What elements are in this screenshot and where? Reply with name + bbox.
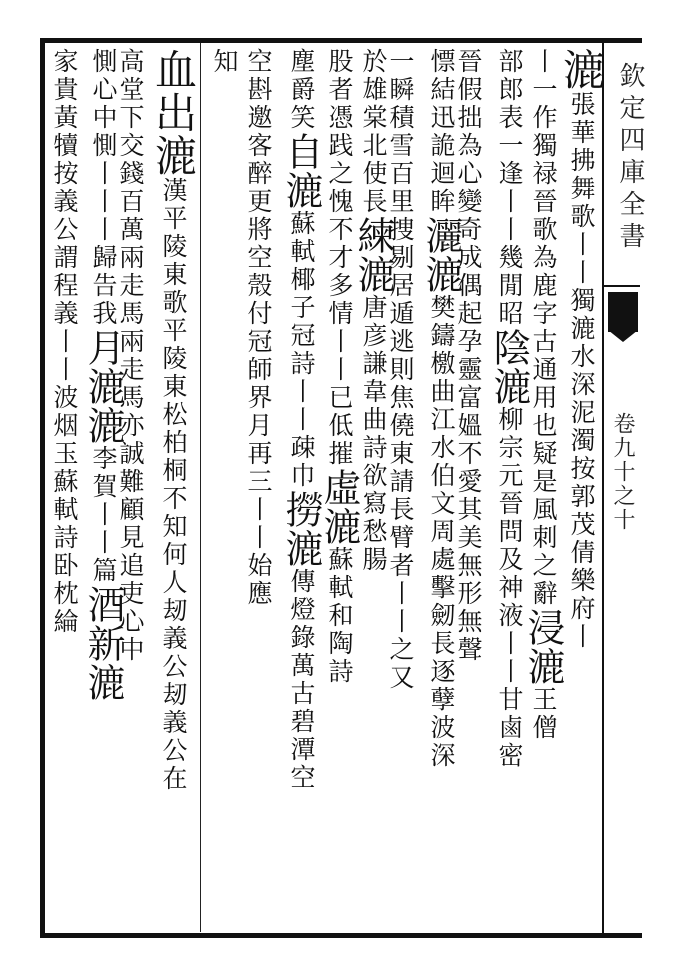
text-segment: 蘇軾詩 xyxy=(50,468,79,552)
text-column-9 xyxy=(279,48,323,931)
text-segment: 界月再三丨丨始應 xyxy=(244,384,273,608)
text-segment: 部郎表一逢丨丨幾閒昭 xyxy=(495,48,524,328)
text-segment: 漢平陵東歌平陵東松柏桐不知何人刼義公刼義公在 xyxy=(159,177,188,793)
headword: 陰漉 xyxy=(487,328,531,406)
text-segment: 丨一作獨禄晉歌為鹿字古通用也疑是風刺之辭 xyxy=(529,48,558,608)
text-segment: 柳宗元晉問及神液丨丨甘鹵密 xyxy=(495,406,524,770)
fishtail-mark-top xyxy=(608,292,638,332)
text-segment: 丨丨波烟玉 xyxy=(50,328,79,468)
text-segment: 惻心中惻丨丨丨歸告我 xyxy=(89,48,118,328)
text-segment: 家貴黃犢按義公謂程義 xyxy=(50,48,79,328)
headword: 浸漉 xyxy=(521,608,565,686)
text-column-5 xyxy=(419,48,463,931)
text-segment: 王僧 xyxy=(529,686,558,742)
text-column-15 xyxy=(52,48,77,931)
headword: 月漉漉 xyxy=(81,328,125,445)
text-column-8 xyxy=(317,48,361,931)
column-divider xyxy=(200,43,201,932)
text-column-2 xyxy=(521,48,565,931)
headword: 灑漉 xyxy=(419,216,463,294)
headword: 血出漉 xyxy=(149,48,198,177)
headword: 酒新漉 xyxy=(81,585,125,702)
text-segment: 張華拂舞歌丨丨獨漉水深泥濁按郭茂倩樂府丨 xyxy=(567,91,596,651)
text-segment: 卧枕綸 xyxy=(50,552,79,636)
headword: 虛漉 xyxy=(317,468,361,546)
text-segment: 傳燈錄萬古碧潭空 xyxy=(287,568,316,792)
text-segment: 塵爵笑 xyxy=(287,48,316,132)
text-column-14 xyxy=(81,48,125,931)
text-column-10 xyxy=(246,48,271,931)
text-segment: 一瞬積雪百里 xyxy=(386,48,415,216)
headword: 練漉 xyxy=(351,216,395,294)
text-column-1 xyxy=(557,48,606,931)
margin-divider xyxy=(604,285,640,287)
headword: 自漉 xyxy=(279,132,323,210)
text-segment: 邀客醉更將空殼付冠師 xyxy=(244,104,273,384)
text-segment: 捜剔居遁逃則焦僥東請長臂者丨丨之又 xyxy=(386,216,415,692)
juan-number: 卷九十之十 xyxy=(610,412,635,532)
text-segment: 起孕靈富媼不愛其美無形無聲 xyxy=(454,300,483,664)
text-segment: 樊鑄檄曲江水伯文周處擊劒長逐孽波深 xyxy=(427,294,456,770)
book-title: 欽定四庫全書 xyxy=(615,62,645,254)
text-segment: 慓結迅詭迴眸 xyxy=(427,48,456,216)
text-segment: 於雄棠北使長 xyxy=(359,48,388,216)
text-column-12 xyxy=(149,48,198,931)
headword: 漉 xyxy=(557,48,606,91)
text-segment: 空斟 xyxy=(244,48,273,104)
text-segment: 蘇軾和陶詩 xyxy=(325,546,354,686)
text-segment: 李賀丨丨篇 xyxy=(89,445,118,585)
text-segment: 股者憑践之 xyxy=(325,48,354,188)
text-segment: 晉假拙為心變奇成偶 xyxy=(454,48,483,300)
fishtail-mark-bottom xyxy=(608,330,638,342)
text-segment: 蘇軾椰子冠詩丨丨疎巾 xyxy=(287,210,316,490)
headword: 撈漉 xyxy=(279,490,323,568)
text-segment: 唐彦謙韋曲詩欲寫愁腸 xyxy=(359,294,388,574)
text-column-3 xyxy=(487,48,531,931)
text-segment: 高堂下交錢百萬兩走馬兩走馬亦誠難顧見追吏心中 xyxy=(116,48,145,664)
text-segment: 知 xyxy=(210,48,239,76)
text-column-11 xyxy=(212,48,237,931)
text-segment: 愧不才多情丨丨已低摧 xyxy=(325,188,354,468)
